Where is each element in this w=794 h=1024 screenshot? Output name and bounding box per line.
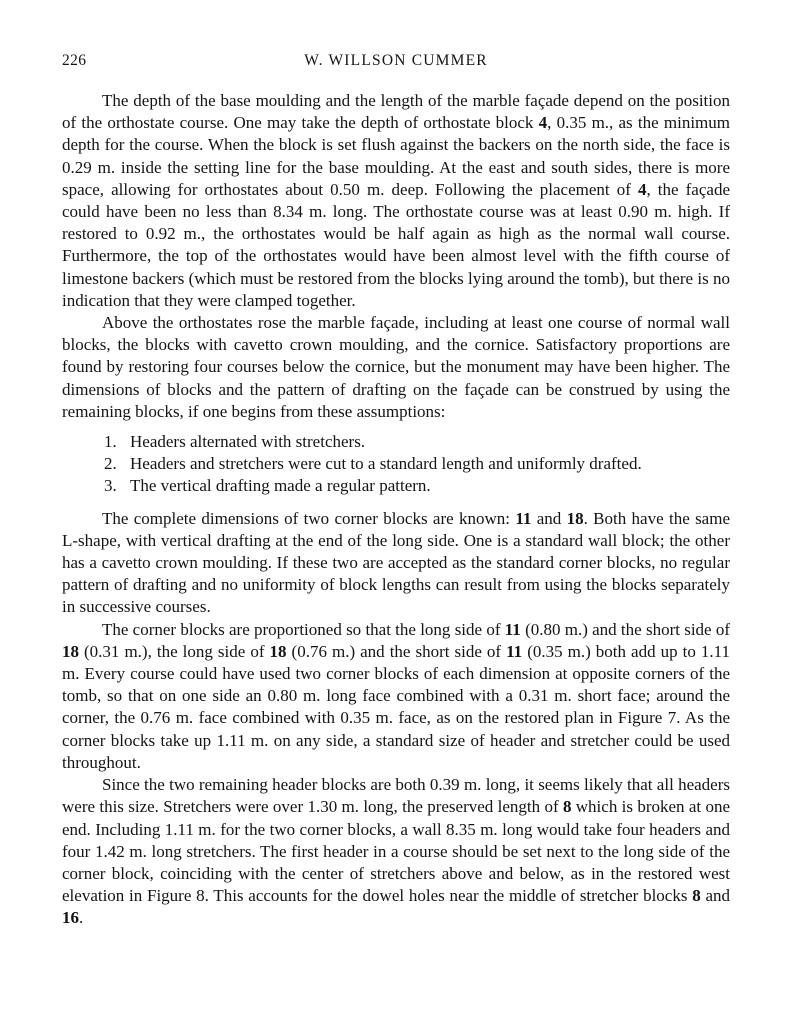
page-number: 226 xyxy=(62,52,87,69)
assumption-number: 1. xyxy=(104,432,117,452)
running-head xyxy=(62,52,730,76)
block-number: 4 xyxy=(538,113,548,133)
block-number: 16 xyxy=(62,908,79,928)
paragraph-base-moulding: The depth of the base moulding and the length of the marble façade depend on the position of the orthostate course. One may take the depth of orthostate block 4, 0.35 m., as the minimum depth for the course. When the block is set flush against the backers on the north side, the face is 0.29 m. inside the setting line for the base moulding. At the east and south sides, there is more space, allowing for orthostates about 0.50 m. deep. Following the placement of 4, the façade could have been no less than 8.34 m. long. The orthostate course was at least 0.90 m. high. If restored to 0.92 m., the orthostates would be half again as high as the normal wall course. Furthermore, the top of the orthostates would have been almost level with the fifth course of limestone backers (which must be restored from the blocks lying around the tomb), but there is no indication that they were clamped together. xyxy=(62,91,730,310)
assumptions-list xyxy=(62,431,730,498)
block-number: 11 xyxy=(504,619,521,639)
running-head-author: W. WILLSON CUMMER xyxy=(304,52,488,69)
assumption-item xyxy=(62,431,730,453)
assumption-item xyxy=(62,453,730,475)
assumption-text: Headers and stretchers were cut to a standard length and uniformly drafted. xyxy=(130,454,642,474)
block-number: 8 xyxy=(692,886,701,906)
block-number: 18 xyxy=(566,508,584,528)
block-number: 4 xyxy=(637,179,647,199)
block-number: 8 xyxy=(562,797,572,817)
paragraph-marble-facade: Above the orthostates rose the marble façade, including at least one course of normal wall blocks, the blocks with cavetto crown moulding, and the cornice. Satisfactory proportions are found by restoring four courses below the cornice, but the monument may have been higher. The dimensions of blocks and the pattern of drafting on the façade can be construed by using the remaining blocks, if one begins from these assumptions: xyxy=(62,313,730,421)
page xyxy=(62,52,730,930)
assumption-number: 2. xyxy=(104,454,117,474)
assumption-text: The vertical drafting made a regular pattern. xyxy=(130,476,431,496)
body-text xyxy=(62,90,730,930)
block-number: 18 xyxy=(62,641,79,661)
assumption-number: 3. xyxy=(104,476,117,496)
paragraph-proportions: The corner blocks are proportioned so that the long side of 11 (0.80 m.) and the short side of 18 (0.31 m.), the long side of 18 (0.76 m.) and the short side of 11 (0.35 m.) both add up to 1.11 m. Every course could have used two corner blocks of each dimension at opposite corners of the tomb, so that on one side an 0.80 m. long face combined with a 0.31 m. short face; around the corner, the 0.76 m. face combined with 0.35 m. face, as on the restored plan in Figure 7. As the corner blocks take up 1.11 m. on any side, a standard size of header and stretcher could be used throughout. xyxy=(62,619,731,772)
block-number: 11 xyxy=(515,508,532,528)
block-number: 18 xyxy=(269,641,287,661)
paragraph-corner-blocks: The complete dimensions of two corner blocks are known: 11 and 18. Both have the same L-shape, with vertical drafting at the end of the long side. One is a standard wall block; the other has a cavetto crown moulding. If these two are accepted as the standard corner blocks, no regular pattern of drafting and no uniformity of block lengths can result from using the blocks separately in successive courses. xyxy=(62,508,730,617)
block-number: 11 xyxy=(506,641,523,661)
paragraph-header-blocks: Since the two remaining header blocks are both 0.39 m. long, it seems likely that all headers were this size. Stretchers were over 1.30 m. long, the preserved length of 8 which is broken at one end. Including 1.11 m. for the two corner blocks, a wall 8.35 m. long would take four headers and four 1.42 m. long stretchers. The first header in a course should be set next to the long side of the corner block, coinciding with the center of stretchers above and below, as in the restored west elevation in Figure 8. This accounts for the dowel holes near the middle of stretcher blocks 8 and 16. xyxy=(62,775,730,928)
assumption-item xyxy=(62,475,730,497)
assumption-text: Headers alternated with stretchers. xyxy=(130,432,366,452)
